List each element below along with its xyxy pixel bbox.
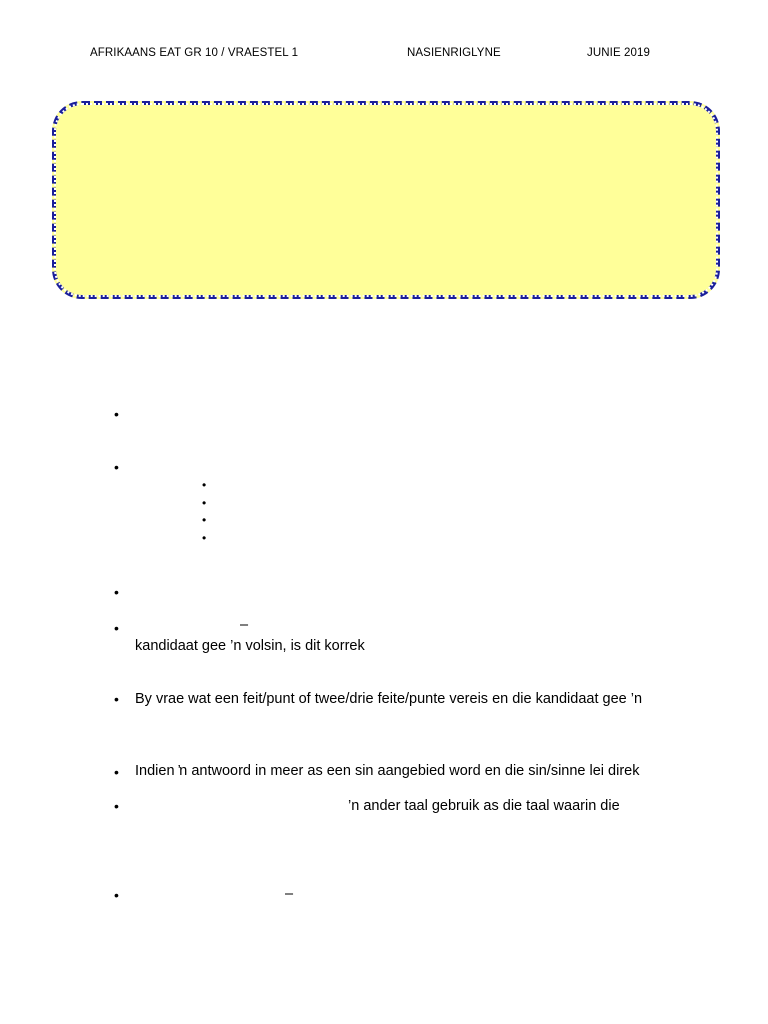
item5-text: By vrae wat een feit/punt of twee/drie feite/punte vereis en die kandidaat gee ’n — [135, 691, 643, 707]
item7-text: ’n ander taal gebruik as die taal waarin die — [348, 798, 620, 814]
bullet-7: • — [114, 798, 119, 814]
bullet-5: • — [114, 691, 119, 707]
yellow-note-box — [52, 101, 720, 299]
bullet-3: • — [114, 584, 119, 600]
item4-dash: – — [240, 617, 249, 633]
sub-bullet-2: • — [202, 496, 207, 510]
item6-text: Indien ŉ antwoord in meer as een sin aangebied word en die sin/sinne lei direk — [135, 763, 640, 779]
bullet-4: • — [114, 620, 119, 636]
bullet-1: • — [114, 406, 119, 422]
header-title: NASIENRIGLYNE — [407, 47, 501, 59]
item8-dash: – — [285, 886, 294, 902]
sub-bullet-3: • — [202, 513, 207, 527]
yellow-note-content — [56, 105, 716, 295]
bullet-2: • — [114, 459, 119, 475]
header-date: JUNIE 2019 — [587, 47, 651, 59]
header-subject: AFRIKAANS EAT GR 10 / VRAESTEL 1 — [90, 47, 299, 59]
sub-bullet-1: • — [202, 478, 207, 492]
item4-text: kandidaat gee ’n volsin, is dit korrek — [135, 638, 365, 654]
bullet-8: • — [114, 887, 119, 903]
bullet-6: • — [114, 764, 119, 780]
sub-bullet-4: • — [202, 531, 207, 545]
